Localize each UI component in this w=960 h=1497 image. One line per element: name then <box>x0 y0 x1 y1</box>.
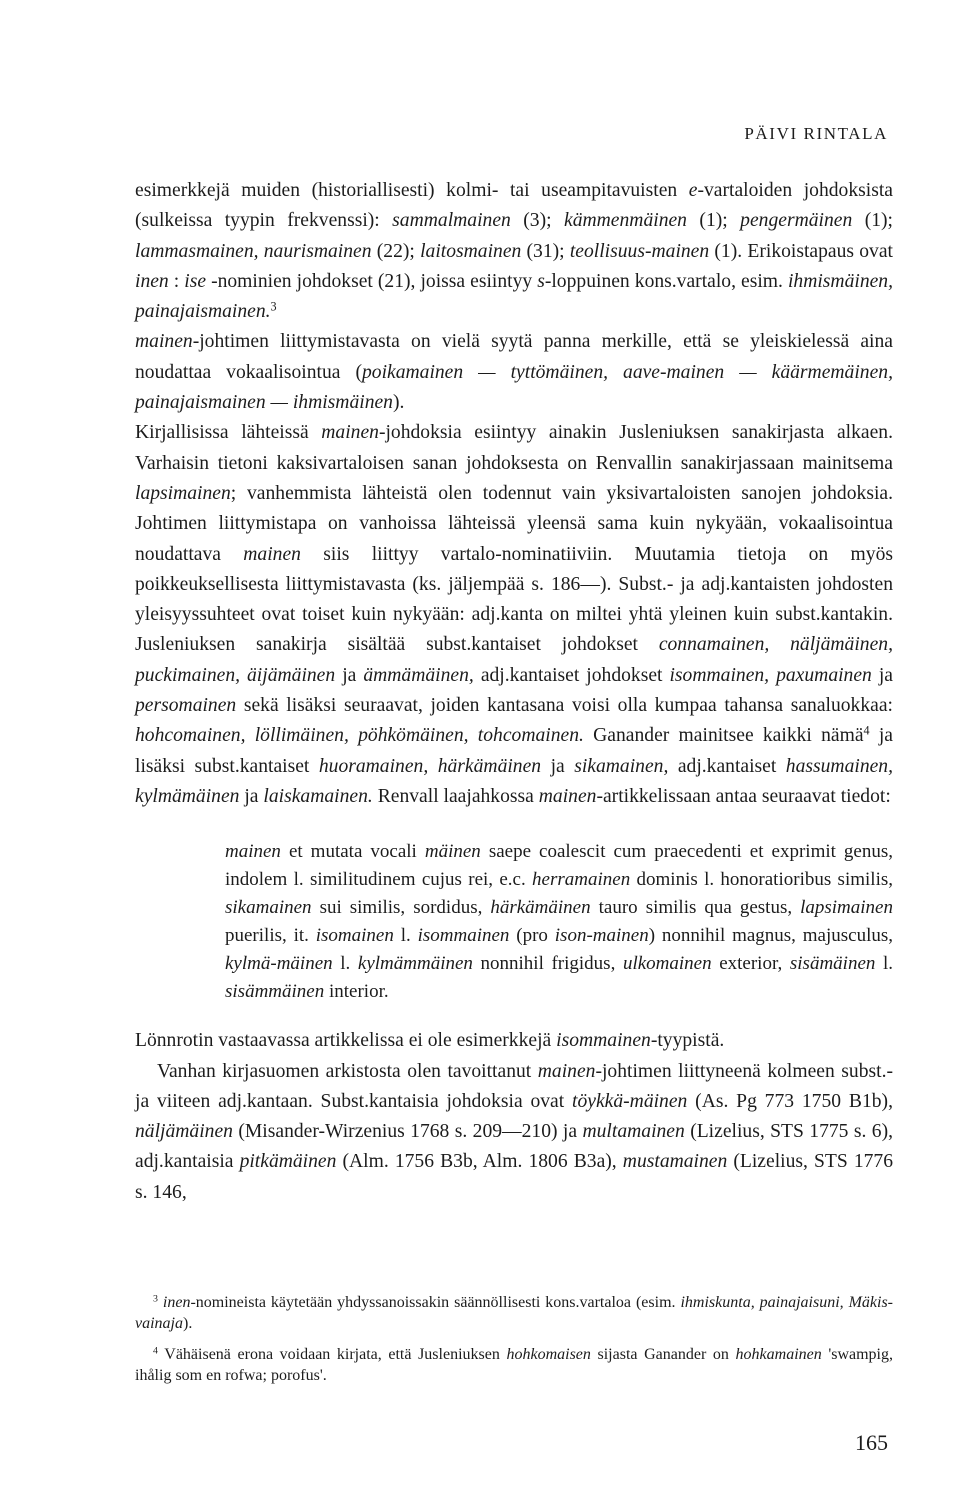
italic-term: hohkomaisen <box>506 1346 591 1363</box>
italic-term: ihmismäinen, painajaismainen. <box>135 270 894 323</box>
text-run: saepe coalescit cum praecedenti et exprimit genus, indolem l. similitudinem cujus rei, e.c. <box>225 841 893 891</box>
italic-term: isommainen <box>556 1030 651 1052</box>
text-run: (3); <box>510 210 565 232</box>
italic-term: kämmenmäinen <box>564 210 687 232</box>
text-run: (pro <box>509 925 555 947</box>
italic-term: lammasmainen, naurismainen <box>135 240 372 262</box>
italic-term: mustamainen <box>622 1151 728 1173</box>
italic-term: e <box>688 180 698 201</box>
text-run: (Lizelius, STS 1775 s. 6), adj.kantaisia <box>135 1121 893 1173</box>
paragraph-literary-sources <box>135 418 893 812</box>
italic-term: mainen <box>135 331 193 353</box>
paragraph-mainen-suffix <box>135 327 893 418</box>
italic-term: inen <box>135 270 169 292</box>
text-run: et mutata vocali <box>280 841 425 863</box>
italic-term: hohcomainen, löllimäinen, pöhkömäinen, tohcomainen. <box>135 725 584 747</box>
text-run: interior. <box>324 981 389 1003</box>
text-run: l. <box>332 953 358 975</box>
italic-term: kylmämmäinen <box>357 953 473 975</box>
italic-term: poikamainen — tyttömäinen, aave-mainen — käärmemäinen, painajaismainen — ihmismäinen <box>135 361 893 414</box>
text-run: -tyypistä. <box>650 1030 725 1052</box>
paragraph-lonnrot <box>135 1026 893 1056</box>
text-run: sui similis, sordidus, <box>311 897 491 919</box>
italic-term: hohkamainen <box>735 1346 822 1363</box>
text-run: (Alm. 1756 B3b, Alm. 1806 B3a), <box>336 1151 623 1173</box>
text-run: ) nonnihil magnus, majusculus, <box>648 925 894 947</box>
italic-term: persomainen <box>135 695 237 717</box>
italic-term: sisämmäinen <box>225 981 325 1003</box>
italic-term: sisämäinen <box>789 953 876 975</box>
text-run: Vähäisenä erona voidaan kirjata, että Jusleniuksen <box>157 1346 507 1363</box>
block-quote-renvall <box>225 838 893 1006</box>
italic-term: mainen <box>321 422 379 444</box>
text-run: ja lisäksi subst.kantaiset <box>135 725 893 777</box>
text-run: ). <box>392 392 405 414</box>
text-run: -artikkelissaan antaa seuraavat tiedot: <box>596 785 891 807</box>
text-run: nonnihil frigidus, <box>472 953 623 975</box>
italic-term: ison-mainen <box>554 925 649 947</box>
text-run: exterior, <box>711 953 790 975</box>
italic-term: lapsimainen <box>135 482 231 504</box>
italic-term: connamainen, näljämäinen, puckimainen, äijämäinen <box>135 634 893 686</box>
footnotes <box>135 1292 893 1396</box>
italic-term: isommainen, paxumainen <box>669 664 872 686</box>
italic-term: ise <box>184 270 207 292</box>
footnote-3 <box>135 1292 893 1334</box>
italic-term: lapsimainen <box>800 897 893 919</box>
text-run: -vartaloiden johdoksista (sulkeissa tyypin frekvenssi): <box>135 180 893 232</box>
footnote-marker: 4 <box>863 723 870 738</box>
italic-term: näljämäinen <box>135 1121 233 1143</box>
text-run: -johtimen liittyneenä kolmeen subst.- ja viiteen adj.kantaan. Subst.kantaisia johdoksia ovat <box>135 1060 893 1112</box>
text-run: (As. Pg 773 1750 B1b), <box>687 1090 893 1112</box>
text-run: puerilis, it. <box>225 925 316 947</box>
italic-term: mainen <box>538 785 597 807</box>
text-run: (1); <box>852 210 893 232</box>
paragraph-old-literary-finnish <box>135 1057 893 1208</box>
text-run: 'swampig, ihålig som en rofwa; porofus'. <box>135 1346 893 1384</box>
italic-term: mainen <box>243 543 301 565</box>
text-run: Renvall laajahkossa <box>372 785 539 807</box>
footnote-marker: 3 <box>153 1293 158 1305</box>
text-run: l. <box>875 953 894 975</box>
paragraph-examples <box>135 176 893 327</box>
italic-term: ihmiskunta, painajaisuni, Mäkis-vainaja <box>135 1294 894 1332</box>
italic-term: isommainen <box>417 925 510 947</box>
main-text <box>135 176 893 1208</box>
text-run: (Misander-Wirzenius 1768 s. 209—210) ja <box>232 1121 583 1143</box>
text-run: sijasta Ganander on <box>590 1346 736 1363</box>
italic-term: inen <box>162 1294 191 1311</box>
running-header-author: PÄIVI RINTALA <box>744 124 888 143</box>
text-run: adj.kantaiset <box>668 755 786 777</box>
italic-term: teollisuus-mainen <box>569 240 710 262</box>
footnote-marker: 3 <box>270 299 277 314</box>
italic-term: pitkämäinen <box>239 1151 337 1173</box>
footnote-4 <box>135 1344 893 1386</box>
text-run: dominis l. honoratioribus similis, <box>630 869 893 891</box>
italic-term: ulkomainen <box>622 953 712 975</box>
italic-term: laitosmainen <box>420 240 522 262</box>
text-run: -nomineista käytetään yhdyssanoissakin säännöllisesti kons.vartaloa (esim. <box>190 1294 681 1311</box>
text-run: Vanhan kirjasuomen arkistosta olen tavoittanut <box>157 1060 538 1082</box>
text-run: siis liittyy vartalo-nominatiiviin. Muutamia tietoja on myös poikkeuksellisesta liittymistavasta (ks. jäljempää s. 186—). Subst.- ja adj.kantaisten johdosten yleisyyssuhteet ovat toiset kuin nykyään: adj.kanta on miltei yhtä yleinen kuin subst.kantakin. Jusleniuksen sanakirja sisältää subst.kantaiset johdokset <box>135 543 893 656</box>
italic-term: multamainen <box>582 1121 685 1143</box>
italic-term: töykkä-mäinen <box>572 1090 688 1112</box>
footnote-marker: 4 <box>153 1345 158 1357</box>
text-run: Kirjallisissa lähteissä <box>135 422 322 444</box>
italic-term: huoramainen, härkämäinen <box>318 755 542 777</box>
text-run: ; vanhemmista lähteistä olen todennut vain yksivartaloisten sanojen johdoksia. Johtimen liittymistapa on vanhoissa lähteissä yleensä sama kuin nykyään, vokaalisointua noudattava <box>135 482 893 565</box>
italic-term: härkämäinen <box>490 897 591 919</box>
text-run: (Lizelius, STS 1776 s. 146, <box>135 1151 894 1203</box>
text-run: Lönnrotin vastaavassa artikkelissa ei ole esimerkkejä <box>135 1030 557 1052</box>
text-run: tauro similis qua gestus, <box>590 897 801 919</box>
italic-term: mainen <box>537 1060 596 1082</box>
text-run: -johdoksia esiintyy ainakin Jusleniuksen sanakirjasta alkaen. Varhaisin tietoni kaksivartaloisen sanan johdoksesta on Renvallin sanakirjassaan mainitsema <box>135 422 893 474</box>
page-number: 165 <box>855 1430 888 1455</box>
italic-term: s <box>537 270 545 292</box>
text-run: l. <box>393 925 418 947</box>
text-run: ja <box>871 664 893 686</box>
italic-term: kylmä-mäinen <box>225 953 333 975</box>
italic-term: mainen <box>225 841 281 863</box>
text-run: ja <box>239 785 264 807</box>
text-run: ja <box>335 664 364 686</box>
italic-term: herramainen <box>532 869 631 891</box>
italic-term: laiskamainen. <box>263 785 373 807</box>
text-run: ). <box>183 1315 193 1332</box>
italic-term: mäinen <box>424 841 481 863</box>
italic-term: pengermäinen <box>740 210 853 232</box>
text-run: adj.kantaiset johdokset <box>473 664 670 686</box>
text-run: : <box>168 270 185 292</box>
italic-term: hassumainen, kylmämäinen <box>135 755 894 807</box>
text-run: -nominien johdokset (21), joissa esiintyy <box>206 270 538 292</box>
text-run: (22); <box>371 240 421 262</box>
text-run: esimerkkejä muiden (historiallisesti) kolmi- tai useampitavuisten <box>135 180 689 201</box>
italic-term: sammalmainen <box>392 210 511 232</box>
text-run: ja <box>541 755 575 777</box>
text-run: (1); <box>686 210 741 232</box>
text-run: -loppuinen kons.vartalo, esim. <box>544 270 788 292</box>
italic-term: sikamainen <box>225 897 312 919</box>
text-run: -johtimen liittymistavasta on vielä syytä panna merkille, että se yleiskielessä aina noudattaa vokaalisointua ( <box>135 331 893 383</box>
italic-term: isomainen <box>315 925 394 947</box>
text-run: Ganander mainitsee kaikki nämä <box>583 725 864 747</box>
text-run: sekä lisäksi seuraavat, joiden kantasana voisi olla kumpaa tahansa sanaluokkaa: <box>236 695 893 717</box>
italic-term: ämmämäinen, <box>363 664 474 686</box>
text-run: (1). Erikoistapaus ovat <box>709 240 893 262</box>
italic-term: sikamainen, <box>574 755 669 777</box>
text-run: (31); <box>521 240 570 262</box>
